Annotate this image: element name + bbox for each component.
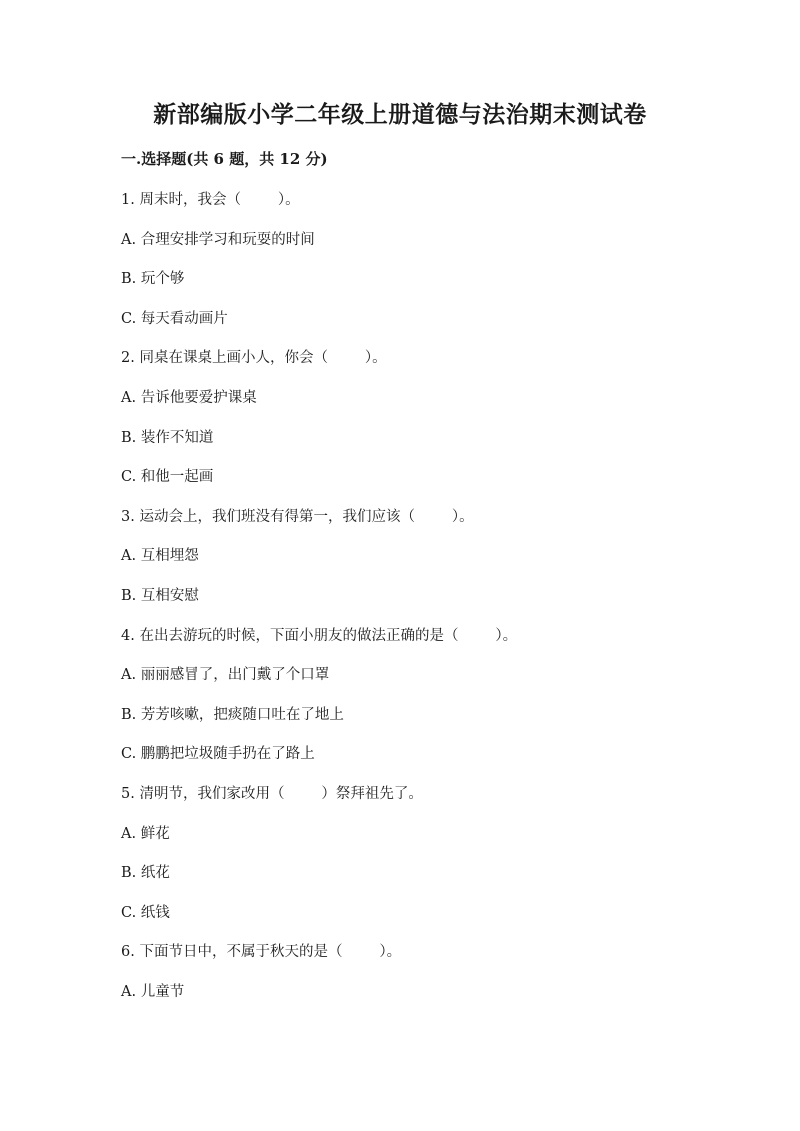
question-1-stem: 1. 周末时，我会（ ）。 [121, 192, 300, 208]
question-6-stem: 6. 下面节日中，不属于秋天的是（ ）。 [121, 944, 402, 960]
question-5-option-a: A. 鲜花 [121, 826, 170, 842]
question-1-option-b: B. 玩个够 [121, 271, 185, 287]
question-3-option-a: A. 互相埋怨 [121, 548, 199, 564]
question-4-stem: 4. 在出去游玩的时候，下面小朋友的做法正确的是（ ）。 [121, 628, 518, 644]
question-2-option-a: A. 告诉他要爱护课桌 [121, 390, 257, 406]
question-5-stem: 5. 清明节，我们家改用（ ）祭拜祖先了。 [121, 786, 423, 802]
question-3-option-b: B. 互相安慰 [121, 588, 199, 604]
question-1-option-c: C. 每天看动画片 [121, 311, 228, 327]
question-1-option-a: A. 合理安排学习和玩耍的时间 [121, 232, 315, 248]
question-6-option-a: A. 儿童节 [121, 984, 185, 1000]
question-2-option-c: C. 和他一起画 [121, 469, 214, 485]
question-5-option-c: C. 纸钱 [121, 905, 170, 921]
question-4-option-a: A. 丽丽感冒了，出门戴了个口罩 [121, 667, 330, 683]
question-4-option-b: B. 芳芳咳嗽，把痰随口吐在了地上 [121, 707, 344, 723]
exam-title: 新部编版小学二年级上册道德与法治期末测试卷 [153, 101, 647, 128]
question-3-stem: 3. 运动会上，我们班没有得第一，我们应该（ ）。 [121, 509, 474, 525]
section-heading: 一.选择题(共 6 题，共 12 分) [121, 150, 328, 168]
question-5-option-b: B. 纸花 [121, 865, 170, 881]
question-2-stem: 2. 同桌在课桌上画小人，你会（ ）。 [121, 350, 387, 366]
question-4-option-c: C. 鹏鹏把垃圾随手扔在了路上 [121, 746, 315, 762]
question-2-option-b: B. 装作不知道 [121, 430, 214, 446]
